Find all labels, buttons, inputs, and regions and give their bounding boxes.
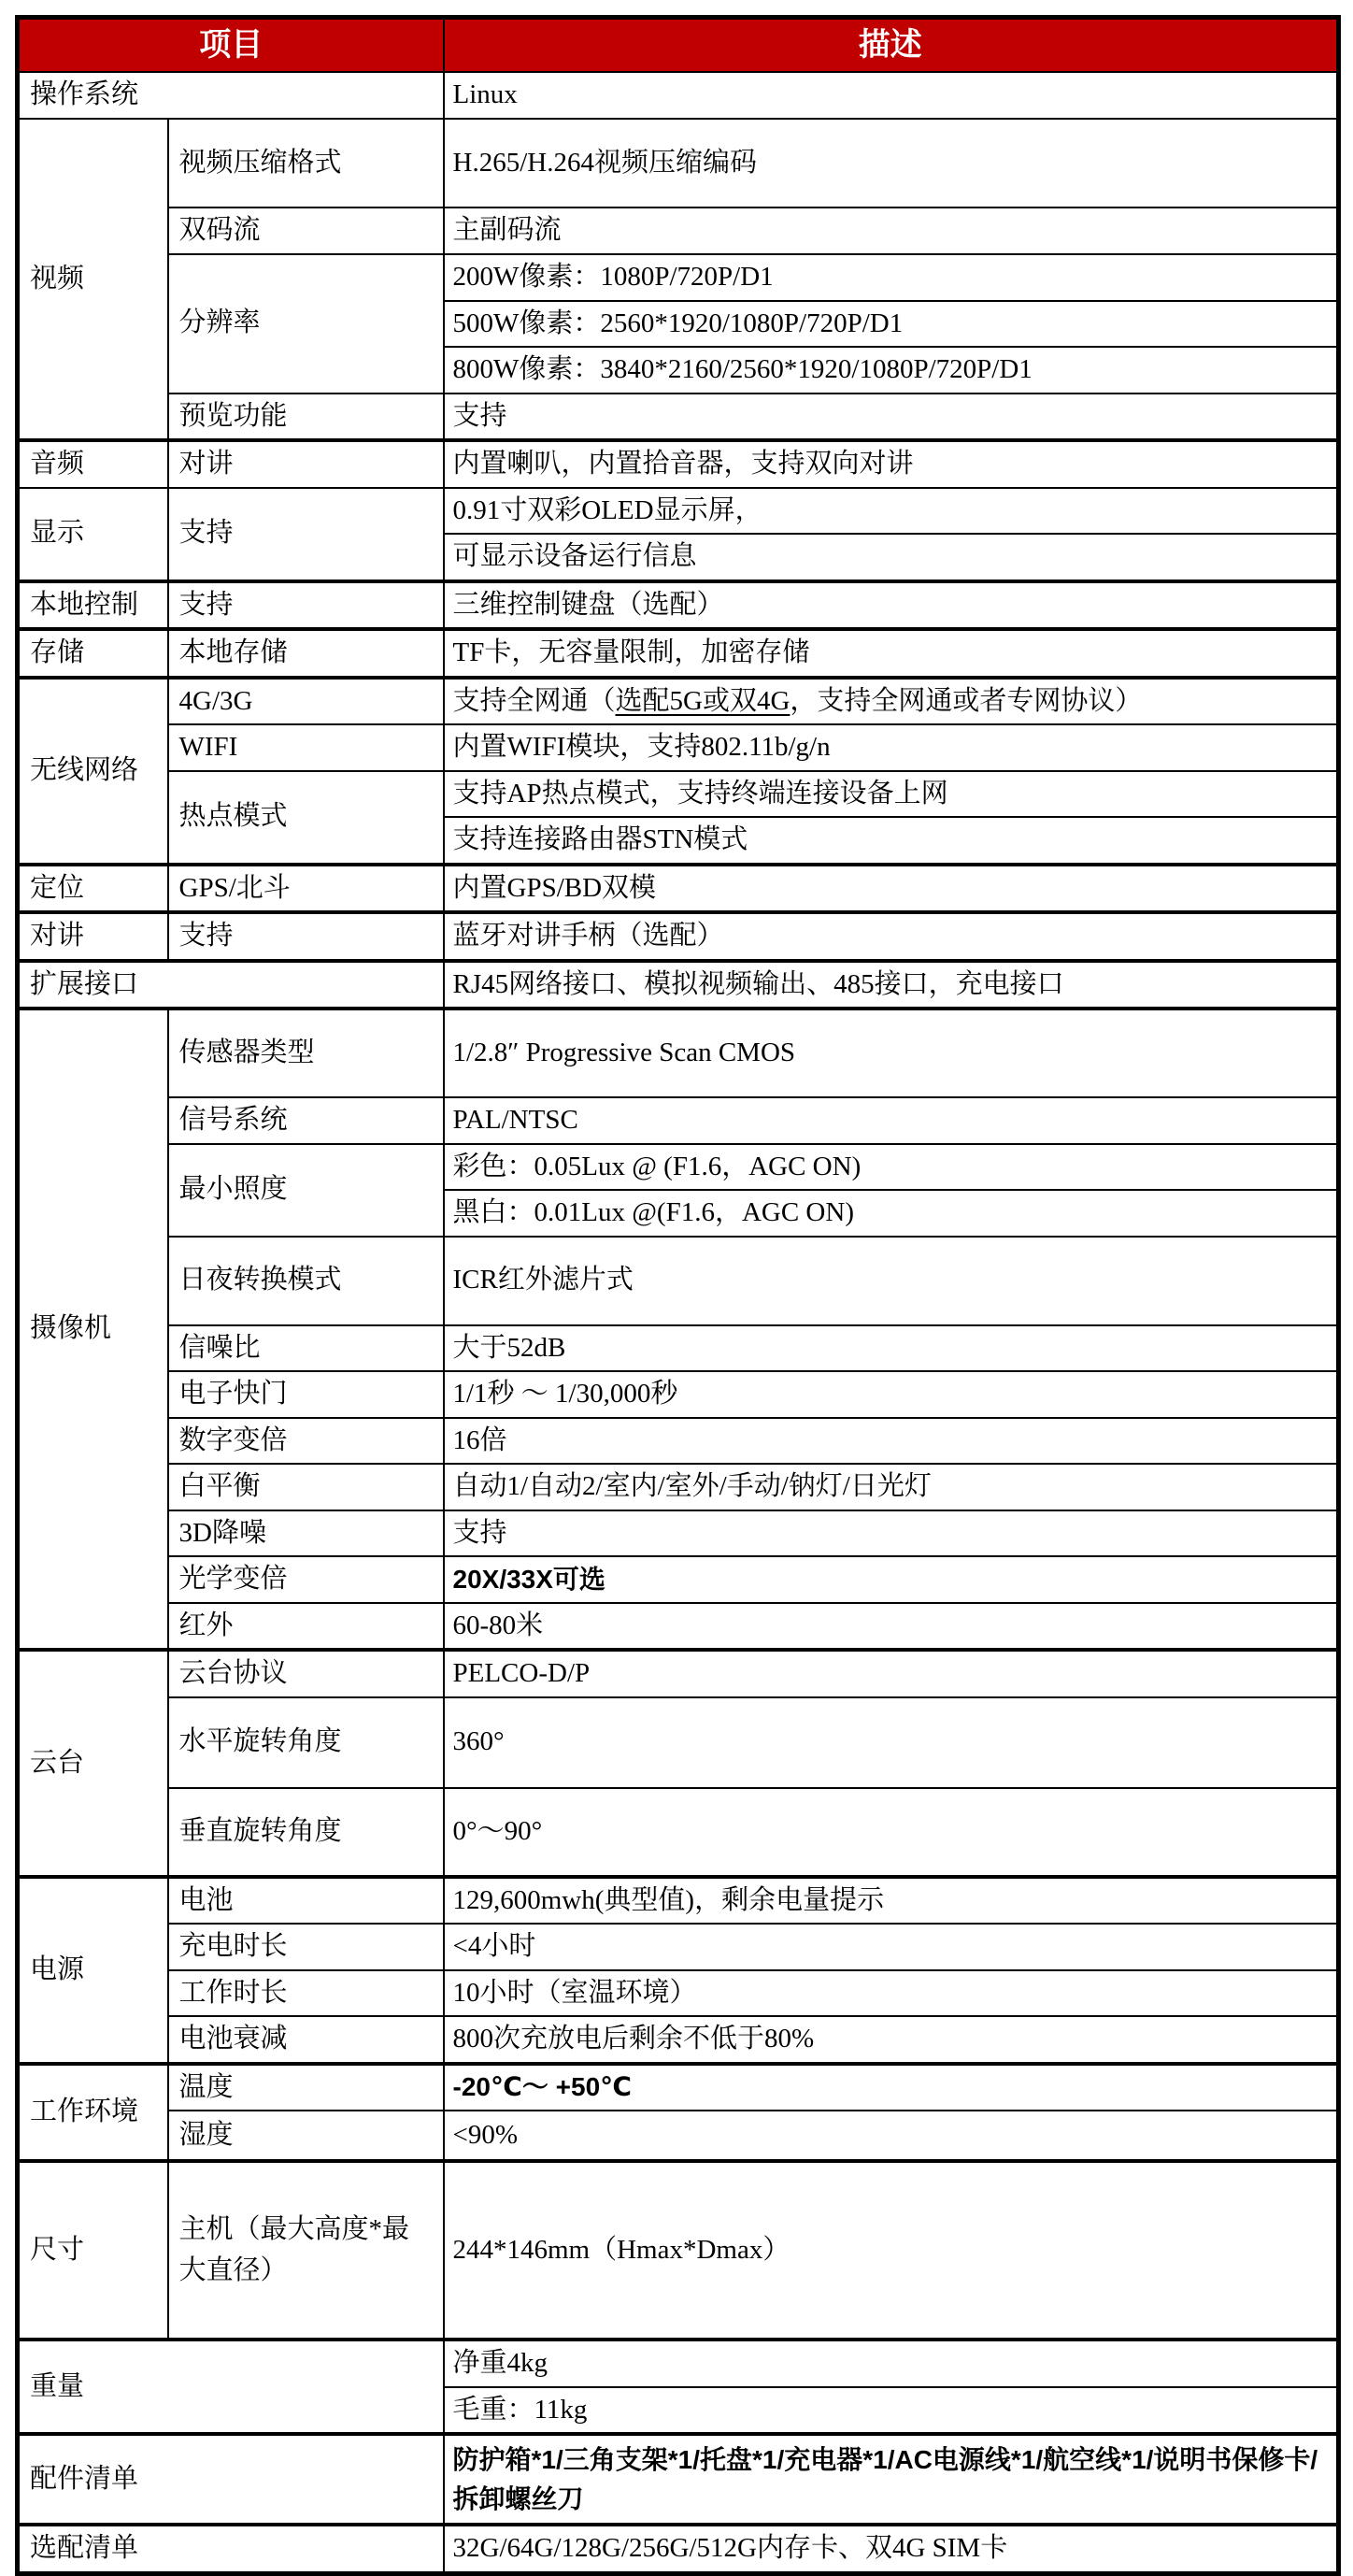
cell-signal-label: 信号系统: [168, 1097, 444, 1144]
cell-gps-value: 内置GPS/BD双模: [444, 865, 1339, 913]
cell-optical-zoom-value: 20X/33X可选: [444, 1556, 1339, 1603]
cell-optical-zoom-label: 光学变倍: [168, 1556, 444, 1603]
cell-sensor-value: 1/2.8″ Progressive Scan CMOS: [444, 1009, 1339, 1097]
cell-display-label: 支持: [168, 488, 444, 581]
cell-wireless-group: 无线网络: [18, 678, 168, 865]
cell-weight-gross: 毛重：11kg: [444, 2387, 1339, 2435]
cell-local-ctrl-value: 三维控制键盘（选配）: [444, 581, 1339, 630]
cell-wb-value: 自动1/自动2/室内/室外/手动/钠灯/日光灯: [444, 1464, 1339, 1510]
cell-dnr-label: 3D降噪: [168, 1510, 444, 1557]
cell-video-compress-label: 视频压缩格式: [168, 119, 444, 208]
cell-wifi-label: WIFI: [168, 724, 444, 771]
cell-preview-value: 支持: [444, 394, 1339, 441]
cell-audio-value: 内置喇叭，内置拾音器，支持双向对讲: [444, 440, 1339, 488]
cell-charge-label: 充电时长: [168, 1924, 444, 1970]
cell-os-label: 操作系统: [18, 72, 444, 119]
4g-value-post: ，支持全网通或者专网协议）: [790, 685, 1143, 716]
cell-storage-group: 存储: [18, 629, 168, 678]
cell-humidity-value: <90%: [444, 2111, 1339, 2161]
cell-dnr-value: 支持: [444, 1510, 1339, 1557]
cell-dual-stream-label: 双码流: [168, 208, 444, 254]
cell-ptz-group: 云台: [18, 1650, 168, 1877]
cell-size-value: 244*146mm（Hmax*Dmax）: [444, 2161, 1339, 2340]
cell-power-group: 电源: [18, 1877, 168, 2064]
cell-audio-label: 对讲: [168, 440, 444, 488]
cell-gps-label: GPS/北斗: [168, 865, 444, 913]
cell-display-group: 显示: [18, 488, 168, 581]
cell-video-compress-value: H.265/H.264视频压缩编码: [444, 119, 1339, 208]
cell-ir-label: 红外: [168, 1603, 444, 1651]
cell-ext-label: 扩展接口: [18, 961, 444, 1009]
cell-local-ctrl-group: 本地控制: [18, 581, 168, 630]
cell-storage-value: TF卡，无容量限制，加密存储: [444, 629, 1339, 678]
cell-size-group: 尺寸: [18, 2161, 168, 2340]
cell-shutter-value: 1/1秒 ～ 1/30,000秒: [444, 1371, 1339, 1418]
cell-hotspot-label: 热点模式: [168, 771, 444, 865]
cell-wb-label: 白平衡: [168, 1464, 444, 1510]
cell-intercom-label: 支持: [168, 912, 444, 961]
cell-sensor-label: 传感器类型: [168, 1009, 444, 1097]
cell-video-group: 视频: [18, 119, 168, 440]
column-header-item: 项目: [18, 18, 444, 73]
cell-4g-value: [444, 678, 1339, 725]
cell-ext-value: RJ45网络接口、模拟视频输出、485接口，充电接口: [444, 961, 1339, 1009]
cell-optional-label: 选配清单: [18, 2525, 444, 2573]
cell-accessories-value: 防护箱*1/三角支架*1/托盘*1/充电器*1/AC电源线*1/航空线*1/说明书保修卡/拆卸螺丝刀: [444, 2434, 1339, 2525]
cell-temp-value: -20℃～ +50℃: [444, 2064, 1339, 2111]
cell-min-illum-label: 最小照度: [168, 1144, 444, 1237]
cell-4g-label: 4G/3G: [168, 678, 444, 725]
cell-optional-value: 32G/64G/128G/256G/512G内存卡、双4G SIM卡: [444, 2525, 1339, 2573]
cell-battery-label: 电池: [168, 1877, 444, 1925]
cell-day-night-label: 日夜转换模式: [168, 1237, 444, 1325]
cell-weight-group: 重量: [18, 2340, 444, 2434]
cell-snr-label: 信噪比: [168, 1325, 444, 1372]
cell-snr-value: 大于52dB: [444, 1325, 1339, 1372]
cell-weight-net: 净重4kg: [444, 2340, 1339, 2387]
cell-env-group: 工作环境: [18, 2064, 168, 2162]
column-header-desc: 描述: [444, 18, 1339, 73]
cell-day-night-value: ICR红外滤片式: [444, 1237, 1339, 1325]
cell-hotspot-value2: 支持连接路由器STN模式: [444, 817, 1339, 865]
header-row: [18, 18, 1339, 73]
cell-runtime-label: 工作时长: [168, 1970, 444, 2017]
cell-accessories-label: 配件清单: [18, 2434, 444, 2525]
cell-digital-zoom-value: 16倍: [444, 1418, 1339, 1465]
4g-value-pre: 支持全网通（: [452, 685, 616, 716]
cell-audio-group: 音频: [18, 440, 168, 488]
cell-os-value: Linux: [444, 72, 1339, 119]
cell-ir-value: 60-80米: [444, 1603, 1339, 1651]
4g-value-underlined: 选配5G或双4G: [615, 685, 790, 716]
cell-intercom-value: 蓝牙对讲手柄（选配）: [444, 912, 1339, 961]
cell-humidity-label: 湿度: [168, 2111, 444, 2161]
cell-size-label: 主机（最大高度*最大直径）: [168, 2161, 444, 2340]
cell-res-500w: 500W像素：2560*1920/1080P/720P/D1: [444, 301, 1339, 348]
cell-runtime-value: 10小时（室温环境）: [444, 1970, 1339, 2017]
cell-battery-value: 129,600mwh(典型值)，剩余电量提示: [444, 1877, 1339, 1925]
cell-tilt-label: 垂直旋转角度: [168, 1788, 444, 1877]
cell-ptz-proto-value: PELCO-D/P: [444, 1650, 1339, 1697]
spec-table: [15, 15, 1341, 2576]
cell-signal-value: PAL/NTSC: [444, 1097, 1339, 1144]
cell-ptz-proto-label: 云台协议: [168, 1650, 444, 1697]
cell-display-value2: 可显示设备运行信息: [444, 534, 1339, 581]
cell-min-illum-bw: 黑白：0.01Lux @(F1.6，AGC ON): [444, 1190, 1339, 1237]
cell-charge-value: <4小时: [444, 1924, 1339, 1970]
cell-dual-stream-value: 主副码流: [444, 208, 1339, 254]
cell-res-200w: 200W像素：1080P/720P/D1: [444, 254, 1339, 301]
cell-decay-label: 电池衰减: [168, 2016, 444, 2064]
cell-tilt-value: 0°～90°: [444, 1788, 1339, 1877]
cell-preview-label: 预览功能: [168, 394, 444, 441]
cell-pan-value: 360°: [444, 1697, 1339, 1788]
cell-decay-value: 800次充放电后剩余不低于80%: [444, 2016, 1339, 2064]
cell-gps-group: 定位: [18, 865, 168, 913]
cell-hotspot-value1: 支持AP热点模式，支持终端连接设备上网: [444, 771, 1339, 818]
cell-camera-group: 摄像机: [18, 1009, 168, 1650]
cell-res-800w: 800W像素：3840*2160/2560*1920/1080P/720P/D1: [444, 347, 1339, 394]
cell-local-ctrl-label: 支持: [168, 581, 444, 630]
cell-wifi-value: 内置WIFI模块，支持802.11b/g/n: [444, 724, 1339, 771]
cell-storage-label: 本地存储: [168, 629, 444, 678]
cell-resolution-label: 分辨率: [168, 254, 444, 394]
cell-shutter-label: 电子快门: [168, 1371, 444, 1418]
cell-display-value1: 0.91寸双彩OLED显示屏，: [444, 488, 1339, 535]
cell-digital-zoom-label: 数字变倍: [168, 1418, 444, 1465]
cell-pan-label: 水平旋转角度: [168, 1697, 444, 1788]
cell-min-illum-color: 彩色：0.05Lux @ (F1.6，AGC ON): [444, 1144, 1339, 1191]
cell-intercom-group: 对讲: [18, 912, 168, 961]
cell-temp-label: 温度: [168, 2064, 444, 2111]
